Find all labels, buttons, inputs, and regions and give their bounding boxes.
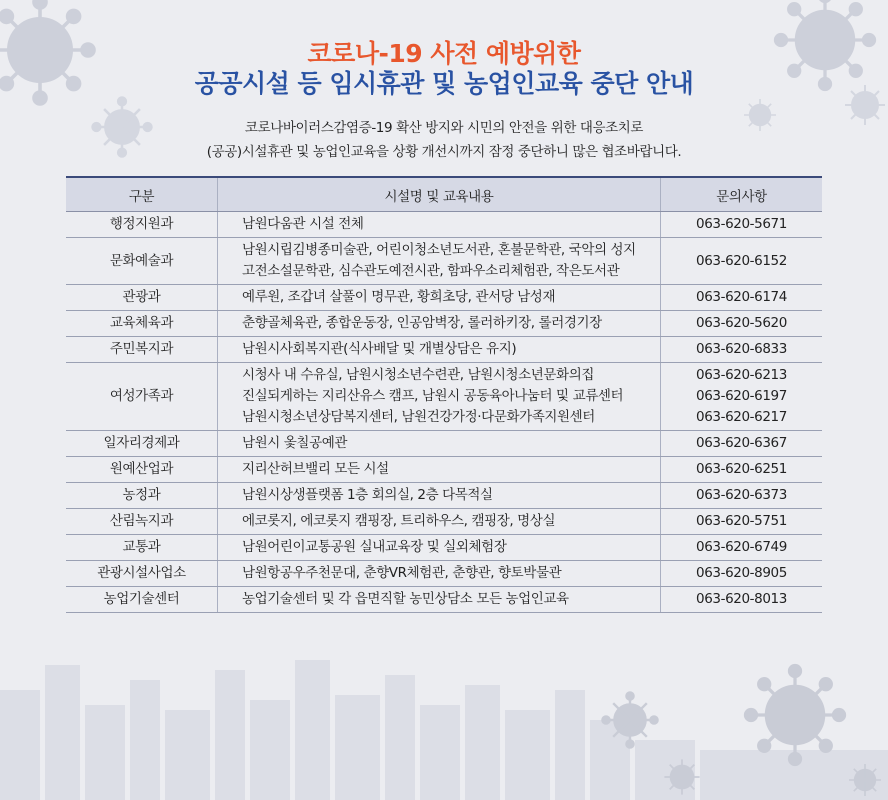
desc-line: 지리산허브밸리 모든 시설 [241, 461, 389, 477]
table-row [66, 337, 822, 363]
table-row [66, 285, 822, 311]
column-header-desc: 시설명 및 교육내용 [217, 177, 660, 212]
virus-icon [845, 760, 885, 800]
virus-icon [740, 660, 850, 770]
column-header-contact: 문의사항 [660, 177, 822, 212]
dept-cell: 산림녹지과 [66, 509, 217, 535]
desc-cell [217, 587, 660, 613]
table-row [66, 431, 822, 457]
table-row [66, 457, 822, 483]
desc-line: 남원시사회복지관(식사배달 및 개별상담은 유지) [241, 341, 517, 357]
desc-cell [217, 285, 660, 311]
desc-line: 남원다움관 시설 전체 [241, 216, 364, 232]
desc-line: 춘향골체육관, 종합운동장, 인공암벽장, 롤러하키장, 롤러경기장 [241, 315, 602, 331]
desc-cell [217, 311, 660, 337]
table-row [66, 483, 822, 509]
subtitle-line-2: (공공)시설휴관 및 농업인교육을 상황 개선시까지 잠정 중단하니 많은 협조바랍니다. [206, 144, 682, 160]
desc-cell [217, 238, 660, 285]
table-row [66, 535, 822, 561]
desc-line: 예루원, 조갑녀 살풀이 명무관, 황희초당, 관서당 남성재 [241, 289, 556, 305]
desc-line: 진실되게하는 지리산유스 캠프, 남원시 공동육아나눔터 및 교류센터 [241, 388, 624, 404]
desc-cell [217, 457, 660, 483]
virus-icon [600, 690, 660, 750]
table-row [66, 561, 822, 587]
contact-cell [660, 285, 822, 311]
contact-cell [660, 483, 822, 509]
contact-cell [660, 509, 822, 535]
contact-cell [660, 311, 822, 337]
table-row [66, 238, 822, 285]
dept-cell: 교통과 [66, 535, 217, 561]
desc-cell [217, 509, 660, 535]
contact-cell [660, 337, 822, 363]
contact-phone: 063-620-6373 [696, 487, 787, 503]
dept-cell: 농업기술센터 [66, 587, 217, 613]
contact-phone: 063-620-8013 [696, 591, 787, 607]
desc-cell [217, 363, 660, 431]
contact-phone: 063-620-6251 [696, 461, 787, 477]
dept-cell: 행정지원과 [66, 212, 217, 238]
contact-phone: 063-620-6749 [696, 539, 787, 555]
desc-line: 남원항공우주천문대, 춘향VR체험관, 춘향관, 향토박물관 [241, 565, 562, 581]
dept-cell: 여성가족과 [66, 363, 217, 431]
contact-cell [660, 238, 822, 285]
contact-phone: 063-620-5751 [696, 513, 787, 529]
dept-cell: 일자리경제과 [66, 431, 217, 457]
contact-phone: 063-620-6833 [696, 341, 787, 357]
dept-cell: 문화예술과 [66, 238, 217, 285]
contact-cell [660, 363, 822, 431]
contact-cell [660, 535, 822, 561]
dept-cell: 관광과 [66, 285, 217, 311]
contact-phone: 063-620-5671 [696, 216, 787, 232]
desc-line: 고전소설문학관, 심수관도예전시관, 함파우소리체험관, 작은도서관 [241, 263, 620, 279]
dept-cell: 교육체육과 [66, 311, 217, 337]
facility-table [66, 176, 822, 613]
contact-cell [660, 212, 822, 238]
desc-line: 시청사 내 수유실, 남원시청소년수련관, 남원시청소년문화의집 [241, 367, 594, 383]
desc-cell [217, 483, 660, 509]
contact-phone: 063-620-5620 [696, 315, 787, 331]
column-header-dept: 구분 [66, 177, 217, 212]
contact-cell [660, 587, 822, 613]
desc-cell [217, 535, 660, 561]
dept-cell: 농정과 [66, 483, 217, 509]
virus-icon [660, 755, 704, 799]
contact-cell [660, 457, 822, 483]
desc-cell [217, 212, 660, 238]
desc-line: 남원시 옻칠공예관 [241, 435, 347, 451]
desc-line: 남원시청소년상담복지센터, 남원건강가정·다문화가족지원센터 [241, 409, 595, 425]
desc-line: 남원시상생플랫폼 1층 회의실, 2층 다목적실 [241, 487, 493, 503]
desc-line: 에코롯지, 에코롯지 캠핑장, 트리하우스, 캠핑장, 명상실 [241, 513, 556, 529]
contact-phone: 063-620-6217 [696, 409, 787, 425]
contact-phone: 063-620-6367 [696, 435, 787, 451]
desc-line: 남원어린이교통공원 실내교육장 및 실외체험장 [241, 539, 507, 555]
subtitle-line-1: 코로나바이러스감염증-19 확산 방지와 시민의 안전을 위한 대응조치로 [244, 120, 644, 136]
desc-cell [217, 561, 660, 587]
title-line-1: 코로나-19 사전 예방위한 [307, 39, 581, 68]
desc-line: 농업기술센터 및 각 읍면직할 농민상담소 모든 농업인교육 [241, 591, 569, 607]
contact-phone: 063-620-6197 [696, 388, 787, 404]
table-row [66, 212, 822, 238]
table-row [66, 509, 822, 535]
desc-line: 남원시립김병종미술관, 어린이청소년도서관, 혼불문학관, 국악의 성지 [241, 242, 636, 258]
dept-cell: 원예산업과 [66, 457, 217, 483]
contact-cell [660, 561, 822, 587]
dept-cell: 관광시설사업소 [66, 561, 217, 587]
contact-cell [660, 431, 822, 457]
table-body [66, 212, 822, 613]
table-row [66, 363, 822, 431]
contact-phone: 063-620-6152 [696, 252, 787, 269]
contact-phone: 063-620-6174 [696, 289, 787, 305]
dept-cell: 주민복지과 [66, 337, 217, 363]
table-row [66, 587, 822, 613]
contact-phone: 063-620-6213 [696, 367, 787, 383]
table-row [66, 311, 822, 337]
table-header-row [66, 177, 822, 212]
title-line-2: 공공시설 등 임시휴관 및 농업인교육 중단 안내 [194, 69, 694, 98]
desc-cell [217, 337, 660, 363]
contact-phone: 063-620-8905 [696, 565, 787, 581]
desc-cell [217, 431, 660, 457]
